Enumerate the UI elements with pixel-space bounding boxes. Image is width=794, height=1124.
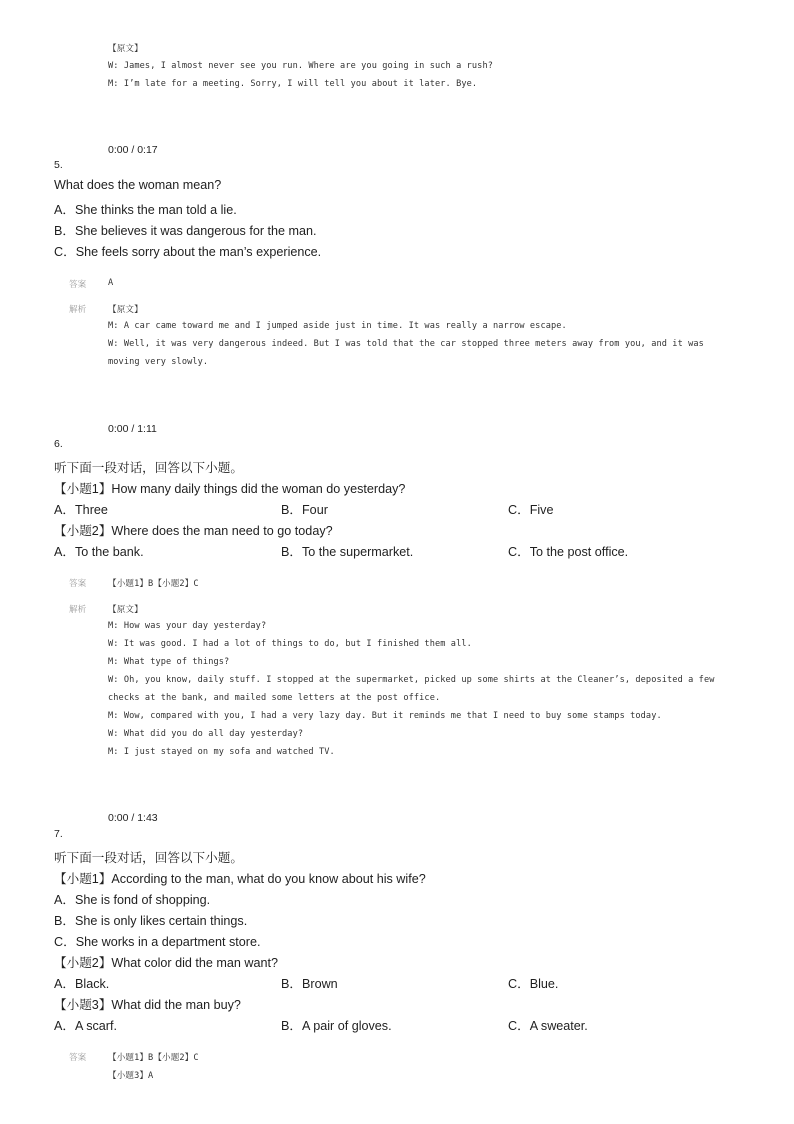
option-a: A．She thinks the man told a lie. [54,203,237,217]
audio-time[interactable]: 0:00 / 1:43 [108,812,158,824]
option-b: B．To the supermarket. [281,545,414,559]
option-c: C．A sweater. [508,1019,588,1033]
question-number: 5. [54,159,63,171]
option-c: C．To the post office. [508,545,629,559]
sub-question-1: 【小题1】How many daily things did the woman do yesterday? [54,482,406,496]
transcript-line: W: James, I almost never see you run. Where are you going in such a rush? [108,61,493,71]
transcript-line: M: A car came toward me and I jumped aside just in time. It was really a narrow escape. [108,321,567,331]
transcript-line: W: It was good. I had a lot of things to do, but I finished them all. [108,639,472,649]
answer-label: 答案 [69,280,87,290]
answer-value: 【小题1】B【小题2】C [108,579,199,589]
sub-question-3: 【小题3】What did the man buy? [54,998,241,1012]
analysis-label: 解析 [69,605,87,615]
transcript-line: W: Oh, you know, daily stuff. I stopped at the supermarket, picked up some shirts at the Cleaner’s, deposited a few [108,675,715,685]
option-c: C．She feels sorry about the man’s experience. [54,245,322,259]
option-a: A．To the bank. [54,545,144,559]
option-a: A．Three [54,503,108,517]
option-b: B．Brown [281,977,338,991]
answer-label: 答案 [69,1053,87,1063]
answer-value: 【小题1】B【小题2】C [108,1053,199,1063]
question-intro: 听下面一段对话，回答以下小题。 [54,461,243,475]
option-c: C．Blue. [508,977,559,991]
transcript-line: M: I just stayed on my sofa and watched TV. [108,747,335,757]
option-b: B．A pair of gloves. [281,1019,392,1033]
audio-time[interactable]: 0:00 / 0:17 [108,144,158,156]
answer-value: A [108,278,114,288]
option-a: A．Black. [54,977,110,991]
option-b: B．She is only likes certain things. [54,914,248,928]
option-b: B．She believes it was dangerous for the man. [54,224,317,238]
option-c: C．Five [508,503,554,517]
sub-question-2: 【小题2】Where does the man need to go today? [54,524,333,538]
transcript-line: M: I’m late for a meeting. Sorry, I will tell you about it later. Bye. [108,79,478,89]
transcript-header: 【原文】 [108,305,143,315]
option-a: A．A scarf. [54,1019,117,1033]
question-intro: 听下面一段对话，回答以下小题。 [54,851,243,865]
option-a: A．She is fond of shopping. [54,893,211,907]
answer-label: 答案 [69,579,87,589]
transcript-header: 【原文】 [108,605,143,615]
audio-time[interactable]: 0:00 / 1:11 [108,423,157,435]
transcript-line: moving very slowly. [108,357,209,367]
transcript-line: checks at the bank, and mailed some letters at the post office. [108,693,441,703]
answer-value: 【小题3】A [108,1071,154,1081]
question-prompt: What does the woman mean? [54,178,222,192]
sub-question-1: 【小题1】According to the man, what do you know about his wife? [54,872,426,886]
transcript-line: W: What did you do all day yesterday? [108,729,304,739]
transcript-header: 【原文】 [108,44,143,54]
option-c: C．She works in a department store. [54,935,261,949]
sub-question-2: 【小题2】What color did the man want? [54,956,278,970]
transcript-line: W: Well, it was very dangerous indeed. But I was told that the car stopped three meters away from you, and it was [108,339,704,349]
option-b: B．Four [281,503,328,517]
transcript-line: M: What type of things? [108,657,230,667]
question-number: 6. [54,438,63,450]
question-number: 7. [54,828,63,840]
transcript-line: M: Wow, compared with you, I had a very lazy day. But it reminds me that I need to buy some stamps today. [108,711,662,721]
analysis-label: 解析 [69,305,87,315]
transcript-line: M: How was your day yesterday? [108,621,267,631]
